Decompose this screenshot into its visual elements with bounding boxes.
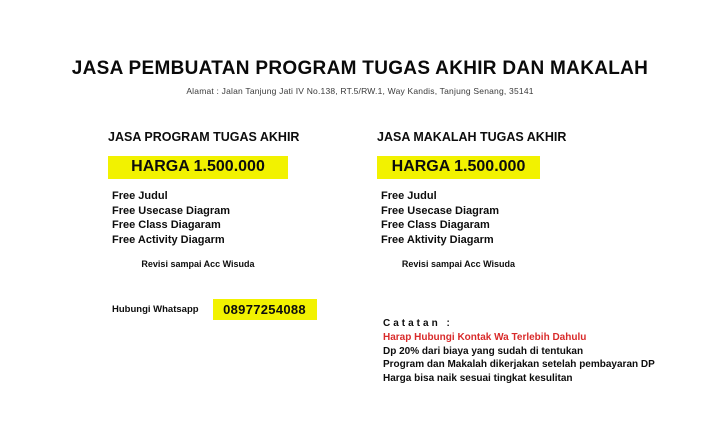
feature-item: Free Activity Diagarm xyxy=(112,233,225,246)
service-column-program xyxy=(108,130,300,269)
column-heading: JASA MAKALAH TUGAS AKHIR xyxy=(377,130,567,144)
price-highlight: HARGA 1.500.000 xyxy=(377,156,540,179)
feature-item: Free Usecase Diagram xyxy=(112,204,231,217)
column-heading: JASA PROGRAM TUGAS AKHIR xyxy=(108,130,300,144)
notes-item: Harga bisa naik sesuai tingkat kesulitan xyxy=(383,373,573,385)
service-column-makalah xyxy=(377,130,567,269)
whatsapp-contact-label: Hubungi Whatsapp xyxy=(112,304,199,315)
feature-item: Free Class Diagaram xyxy=(381,219,490,231)
notes-section xyxy=(383,317,673,386)
whatsapp-phone-number: 08977254088 xyxy=(213,299,317,320)
address-line: Alamat : Jalan Tanjung Jati IV No.138, RT.5/RW.1, Way Kandis, Tanjung Senang, 35141 xyxy=(186,86,534,96)
price-highlight: HARGA 1.500.000 xyxy=(108,156,288,179)
feature-item: Free Judul xyxy=(112,190,168,202)
notes-item: Program dan Makalah dikerjakan setelah pembayaran DP xyxy=(383,359,655,371)
feature-item: Free Judul xyxy=(381,190,437,202)
feature-item: Free Usecase Diagram xyxy=(381,204,500,217)
feature-item: Free Class Diagaram xyxy=(112,219,221,231)
feature-list xyxy=(108,189,288,247)
notes-item: Dp 20% dari biaya yang sudah di tentukan xyxy=(383,345,584,357)
revision-note: Revisi sampai Acc Wisuda xyxy=(141,259,255,269)
page-title: JASA PEMBUATAN PROGRAM TUGAS AKHIR DAN MAKALAH xyxy=(71,58,649,79)
notes-warning-line: Harap Hubungi Kontak Wa Terlebih Dahulu xyxy=(383,331,587,343)
revision-note: Revisi sampai Acc Wisuda xyxy=(401,259,516,269)
feature-list xyxy=(377,189,540,247)
notes-heading: Catatan : xyxy=(383,318,453,329)
whatsapp-contact-row xyxy=(112,299,317,320)
feature-item: Free Aktivity Diagarm xyxy=(381,233,494,246)
